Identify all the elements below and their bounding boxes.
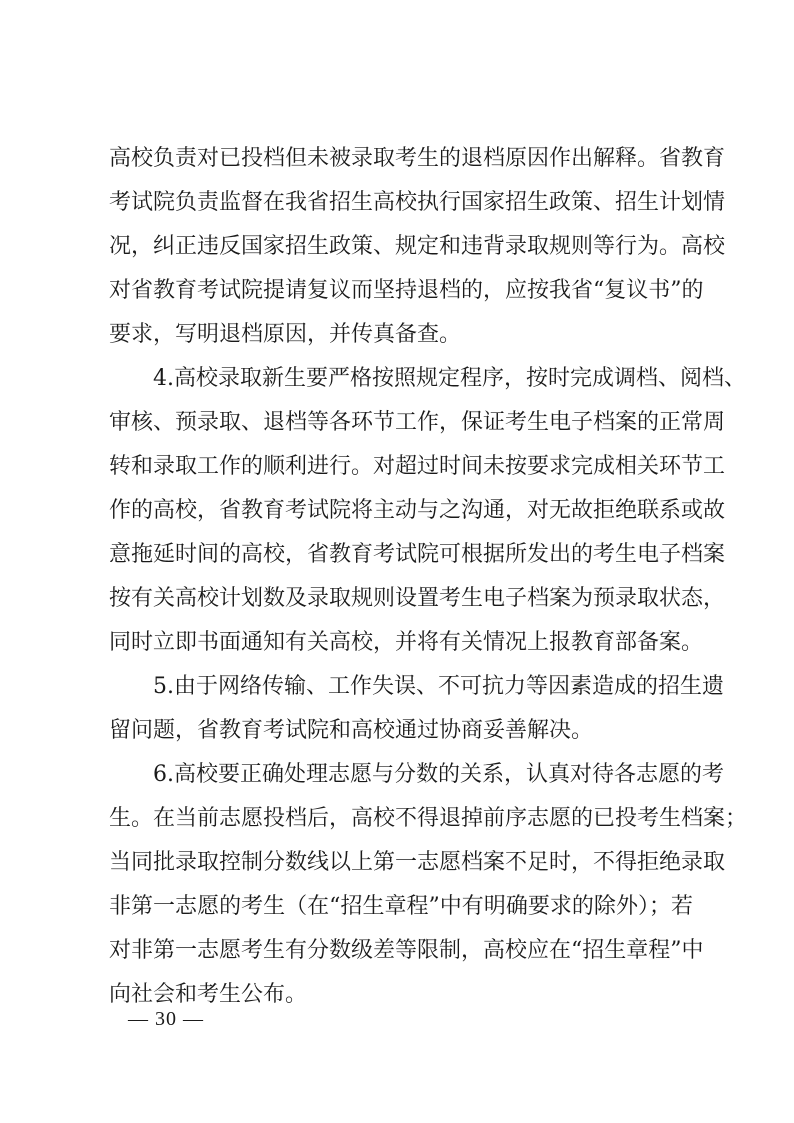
paragraph-line: 转和录取工作的顺利进行。对超过时间未按要求完成相关环节工 bbox=[109, 454, 726, 479]
paragraph-line: 对省教育考试院提请复议而坚持退档的，应按我省“复议书”的 bbox=[109, 278, 704, 303]
paragraph-line: 生。在当前志愿投档后，高校不得退掉前序志愿的已投考生档案； bbox=[109, 806, 748, 831]
paragraph-line: 非第一志愿的考生（在“招生章程”中有明确要求的除外）；若 bbox=[109, 894, 693, 919]
paragraph-line: 意拖延时间的高校，省教育考试院可根据所发出的考生电子档案 bbox=[109, 542, 726, 567]
paragraph-line: 高校负责对已投档但未被录取考生的退档原因作出解释。省教育 bbox=[109, 146, 726, 171]
paragraph-line: 要求，写明退档原因，并传真备查。 bbox=[109, 322, 462, 347]
paragraph-line: 5.由于网络传输、工作失误、不可抗力等因素造成的招生遗 bbox=[153, 674, 724, 699]
paragraph-line: 审核、预录取、退档等各环节工作，保证考生电子档案的正常周 bbox=[109, 410, 726, 435]
paragraph-line: 向社会和考生公布。 bbox=[109, 982, 308, 1007]
paragraph-line: 4.高校录取新生要严格按照规定程序，按时完成调档、阅档、 bbox=[153, 366, 746, 391]
paragraph-line: 当同批录取控制分数线以上第一志愿档案不足时，不得拒绝录取 bbox=[109, 850, 726, 875]
paragraph-line: 况，纠正违反国家招生政策、规定和违背录取规则等行为。高校 bbox=[109, 234, 726, 259]
paragraph-line: 6.高校要正确处理志愿与分数的关系，认真对待各志愿的考 bbox=[153, 762, 724, 787]
page-number: — 30 — bbox=[128, 1008, 204, 1030]
paragraph-line: 留问题，省教育考试院和高校通过协商妥善解决。 bbox=[109, 718, 594, 743]
paragraph-line: 同时立即书面通知有关高校，并将有关情况上报教育部备案。 bbox=[109, 630, 704, 655]
paragraph-line: 按有关高校计划数及录取规则设置考生电子档案为预录取状态， bbox=[109, 586, 726, 611]
paragraph-line: 作的高校，省教育考试院将主动与之沟通，对无故拒绝联系或故 bbox=[109, 498, 726, 523]
paragraph-line: 对非第一志愿考生有分数级差等限制，高校应在“招生章程”中 bbox=[109, 938, 704, 963]
paragraph-line: 考试院负责监督在我省招生高校执行国家招生政策、招生计划情 bbox=[109, 190, 726, 215]
